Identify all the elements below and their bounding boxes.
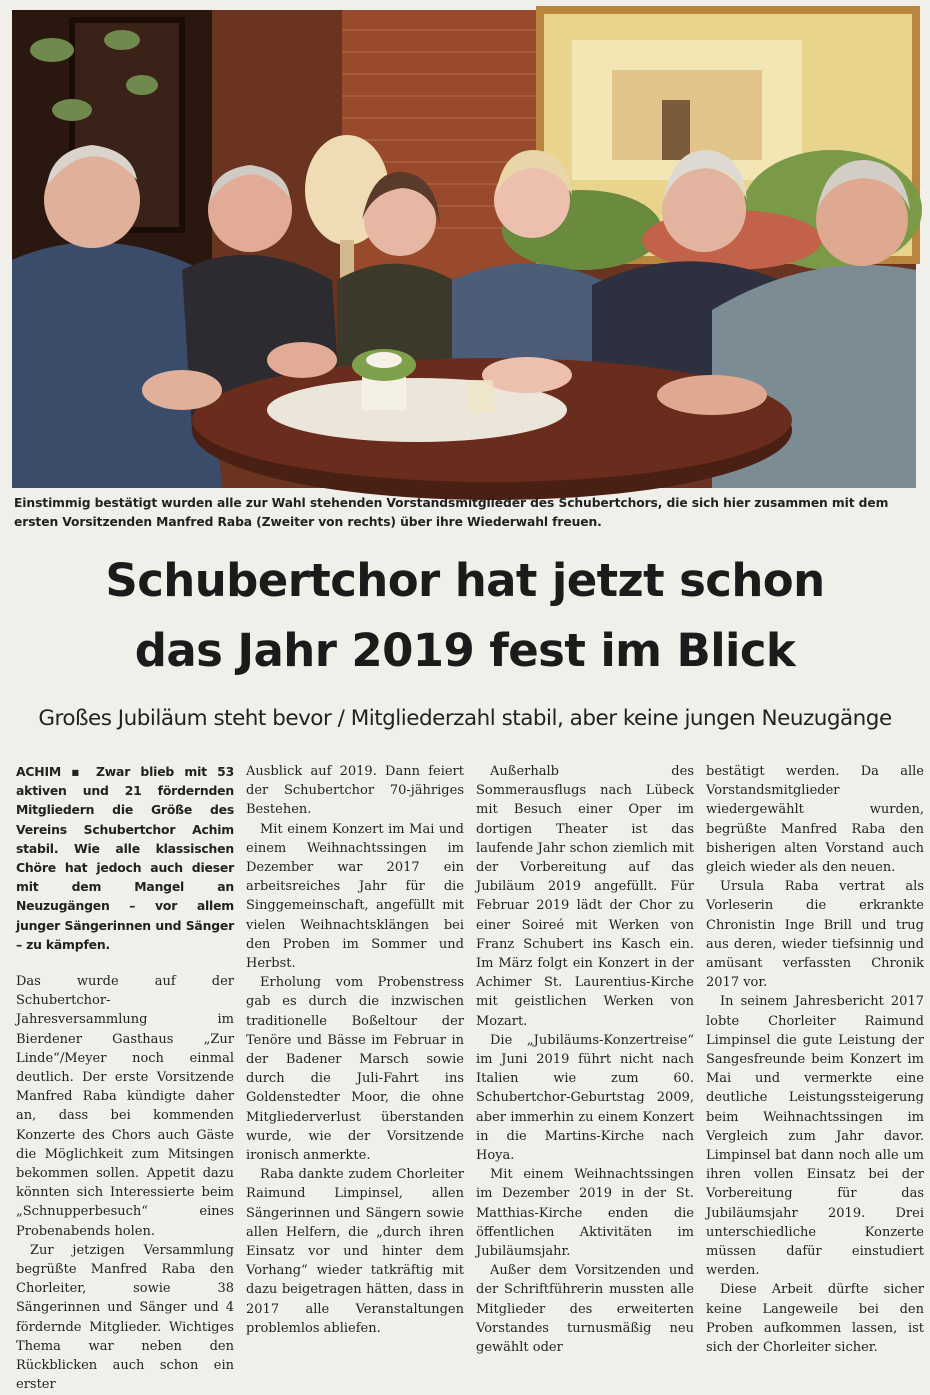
photo-caption: Einstimmig bestätigt wurden alle zur Wahl stehenden Vorstandsmitglieder des Schubertchors, die sich hier zusammen mit dem ersten Vorsitzenden Manfred Raba (Zweiter von rechts) über ihre Wiederwahl freuen. <box>14 496 889 529</box>
intro-text: Zwar blieb mit 53 aktiven und 21 fördernden Mitgliedern die Größe des Vereins Schubertchor Achim stabil. Wie alle klassischen Chöre hat jedoch auch dieser mit dem Mangel an Neuzugängen – vor allem junger Sängerinnen und Sänger – zu kämpfen. <box>16 764 234 952</box>
paragraph: Zur jetzigen Versammlung begrüßte Manfred Raba den Chorleiter, sowie 38 Sängerinnen und Sänger und 4 fördernde Mitglieder. Wichtiges Thema war neben den Rückblicken auch schon ein erster <box>16 1242 234 1393</box>
paragraph: Erholung vom Probenstress gab es durch die inzwischen traditionelle Boßeltour der Tenöre und Bässe im Februar in der Badener Marsch sowie durch die Juli-Fahrt ins Goldenstedter Moor, die ohne Mitgliederverlust überstanden wurde, wie der Vorsitzende ironisch anmerkte. <box>246 975 464 1164</box>
paragraph: Außer dem Vorsitzenden und der Schriftführerin mussten alle Mitglieder des erweiterten Vorstandes turnusmäßig neu gewählt oder <box>476 1263 694 1356</box>
subheadline: Großes Jubiläum steht bevor / Mitgliederzahl stabil, aber keine jungen Neuzugänge <box>38 706 892 731</box>
article-column-3 <box>476 762 694 1356</box>
article-column-4 <box>706 762 924 1356</box>
paragraph: Raba dankte zudem Chorleiter Raimund Limpinsel, allen Sängerinnen und Sängern sowie allen Helfern, die „durch ihren Einsatz vor und hinter dem Vorhang“ wieder tatkräftig mit dazu beigetragen hätten, dass in 2017 alle Veranstaltungen problemlos abliefen. <box>246 1167 464 1336</box>
paragraph: Ausblick auf 2019. Dann feiert der Schubertchor 70-jähriges Bestehen. <box>246 764 464 818</box>
headline-line-2: das Jahr 2019 fest im Blick <box>134 624 796 677</box>
paragraph: Die „Jubiläums-Konzertreise“ im Juni 2019 führt nicht nach Italien wie zum 60. Schubertchor-Geburtstag 2009, aber immerhin zu einem Konzert in die Martins-Kirche nach Hoya. <box>476 1032 694 1164</box>
article-intro <box>16 762 234 954</box>
paragraph: Das wurde auf der Schubertchor-Jahresversammlung im Bierdener Gasthaus „Zur Linde“/Meyer noch einmal deutlich. Der erste Vorsitzende Manfred Raba kündigte daher an, dass bei kommenden Konzerte des Chors auch Gäste die Möglichkeit zum Mitsingen bekommen sollen. Appetit dazu könnten sich Interessierte beim „Schnupperbesuch“ eines Probenabends holen. <box>16 974 234 1239</box>
paragraph: In seinem Jahresbericht 2017 lobte Chorleiter Raimund Limpinsel die gute Leistung der Sangesfreunde beim Konzert im Mai und vermerkte eine deutliche Leistungssteigerung beim Weihnachtssingen im Vergleich zum Jahr davor. Limpinsel bat dann noch alle um ihren vollen Einsatz bei der Vorbereitung für das Jubiläumsjahr 2019. Drei unterschiedliche Konzerte müssen dafür einstudiert werden. <box>706 994 924 1279</box>
article-column-2 <box>246 762 464 1336</box>
dateline: ACHIM ▪ <box>16 764 86 779</box>
paragraph: Mit einem Konzert im Mai und einem Weihnachtssingen im Dezember war 2017 ein arbeitsreiches Jahr für die Singgemeinschaft, angefüllt mit vielen Weihnachtsklängen bei den Proben im Sommer und Herbst. <box>246 821 464 972</box>
group-photo-icon <box>12 10 916 488</box>
headline-line-1: Schubertchor hat jetzt schon <box>105 554 825 607</box>
paragraph: Mit einem Weihnachtssingen im Dezember 2019 in der St. Matthias-Kirche enden die öffentlichen Aktivitäten im Jubiläumsjahr. <box>476 1167 694 1260</box>
article-column-1 <box>16 762 234 1393</box>
paragraph: Außerhalb des Sommerausflugs nach Lübeck mit Besuch einer Oper im dortigen Theater ist das laufende Jahr schon ziemlich mit der Vorbereitung auf das Jubiläum 2019 angefüllt. Für Februar 2019 lädt der Chor zu einer Soireé mit Werken von Franz Schubert ins Kasch ein. Im März folgt ein Konzert in der Achimer St. Laurentius-Kirche mit geistlichen Werken von Mozart. <box>476 764 694 1029</box>
group-photo <box>12 10 916 488</box>
paragraph: Diese Arbeit dürfte sicher keine Langeweile bei den Proben aufkommen lassen, ist sich der Chorleiter sicher. <box>706 1282 924 1356</box>
paragraph: bestätigt werden. Da alle Vorstandsmitglieder wiedergewählt wurden, begrüßte Manfred Raba den bisherigen alten Vorstand auch gleich wieder als den neuen. <box>706 764 924 876</box>
paragraph: Ursula Raba vertrat als Vorleserin die erkrankte Chronistin Inge Brill und trug aus deren, wieder tiefsinnig und amüsant verfassten Chronik 2017 vor. <box>706 879 924 991</box>
